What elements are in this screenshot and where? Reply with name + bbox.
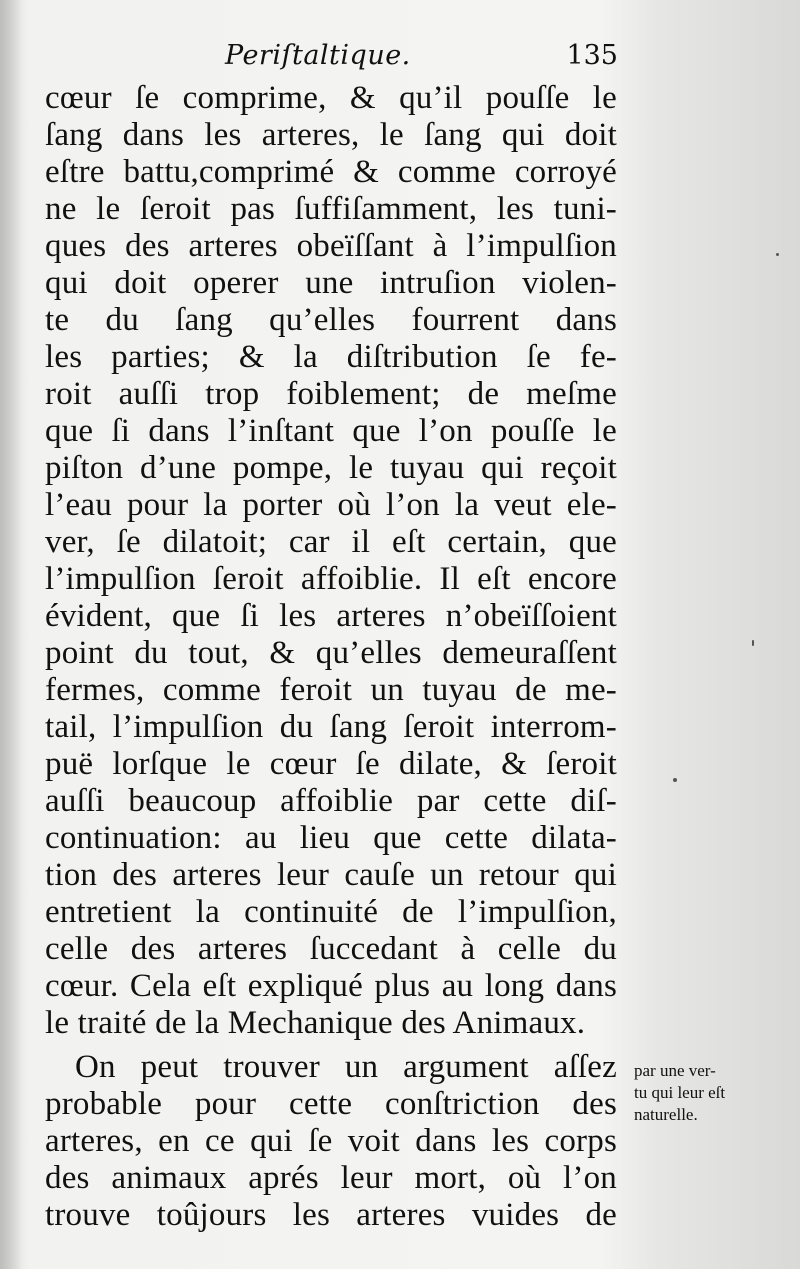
text-line: l’impulſion ſeroit affoiblie. Il eſt encore [45,561,617,597]
text-line: ver, ſe dilatoit; car il eſt certain, que [45,524,617,560]
text-line: tion des arteres leur cauſe un retour qui [45,857,617,893]
text-line: continuation: au lieu que cette dilata- [45,820,617,856]
text-line: probable pour cette conſtriction des [45,1086,617,1122]
text-line: puë lorſque le cœur ſe dilate, & ſeroit [45,746,617,782]
gutter-shadow [0,0,22,1269]
text-line: cœur. Cela eſt expliqué plus au long dans [45,968,617,1004]
text-line: ques des arteres obeïſſant à l’impulſion [45,228,617,264]
text-line: que ſi dans l’inſtant que l’on pouſſe le [45,413,617,449]
ink-speck [752,640,754,646]
text-line: te du ſang qu’elles fourrent dans [45,302,617,338]
page-number: 135 [566,40,618,71]
text-line: des animaux aprés leur mort, où l’on [45,1160,617,1196]
text-line: ne le ſeroit pas ſuffiſamment, les tuni- [45,191,617,227]
text-line: arteres, en ce qui ſe voit dans les corps [45,1123,617,1159]
ink-speck [673,778,677,782]
running-title: Periſtaltique. [225,40,411,71]
text-line: trouve toûjours les arteres vuides de [45,1197,617,1233]
text-line: cœur ſe comprime, & qu’il pouſſe le [45,80,617,116]
margin-note-line: tu qui leur eſt [634,1083,726,1102]
text-line: On peut trouver un argument aſſez [75,1049,617,1085]
text-line: celle des arteres ſuccedant à celle du [45,931,617,967]
ink-speck [776,253,779,256]
text-line: roit auſſi trop foiblement; de meſme [45,376,617,412]
paragraph-gap [45,1042,617,1049]
margin-note-line: naturelle. [634,1105,698,1124]
text-line: qui doit operer une intruſion violen- [45,265,617,301]
text-line: fermes, comme feroit un tuyau de me- [45,672,617,708]
text-line: les parties; & la diſtribution ſe fe- [45,339,617,375]
page-header [45,40,620,80]
text-line: tail, l’impulſion du ſang ſeroit interrom- [45,709,617,745]
text-line: le traité de la Mechanique des Animaux. [45,1005,586,1041]
text-line: piſton d’une pompe, le tuyau qui reçoit [45,450,617,486]
text-line: ſang dans les arteres, le ſang qui doit [45,117,617,153]
margin-note-line: par une ver- [634,1061,716,1080]
text-line: évident, que ſi les arteres n’obeïſſoient [45,598,617,634]
text-line: auſſi beaucoup affoiblie par cette diſ- [45,783,617,819]
text-line: eſtre battu,comprimé & comme corroyé [45,154,617,190]
margin-note [634,1060,774,1126]
text-line: entretient la continuité de l’impulſion, [45,894,617,930]
body-text [45,80,617,1234]
text-line: l’eau pour la porter où l’on la veut ele- [45,487,617,523]
text-line: point du tout, & qu’elles demeuraſſent [45,635,617,671]
